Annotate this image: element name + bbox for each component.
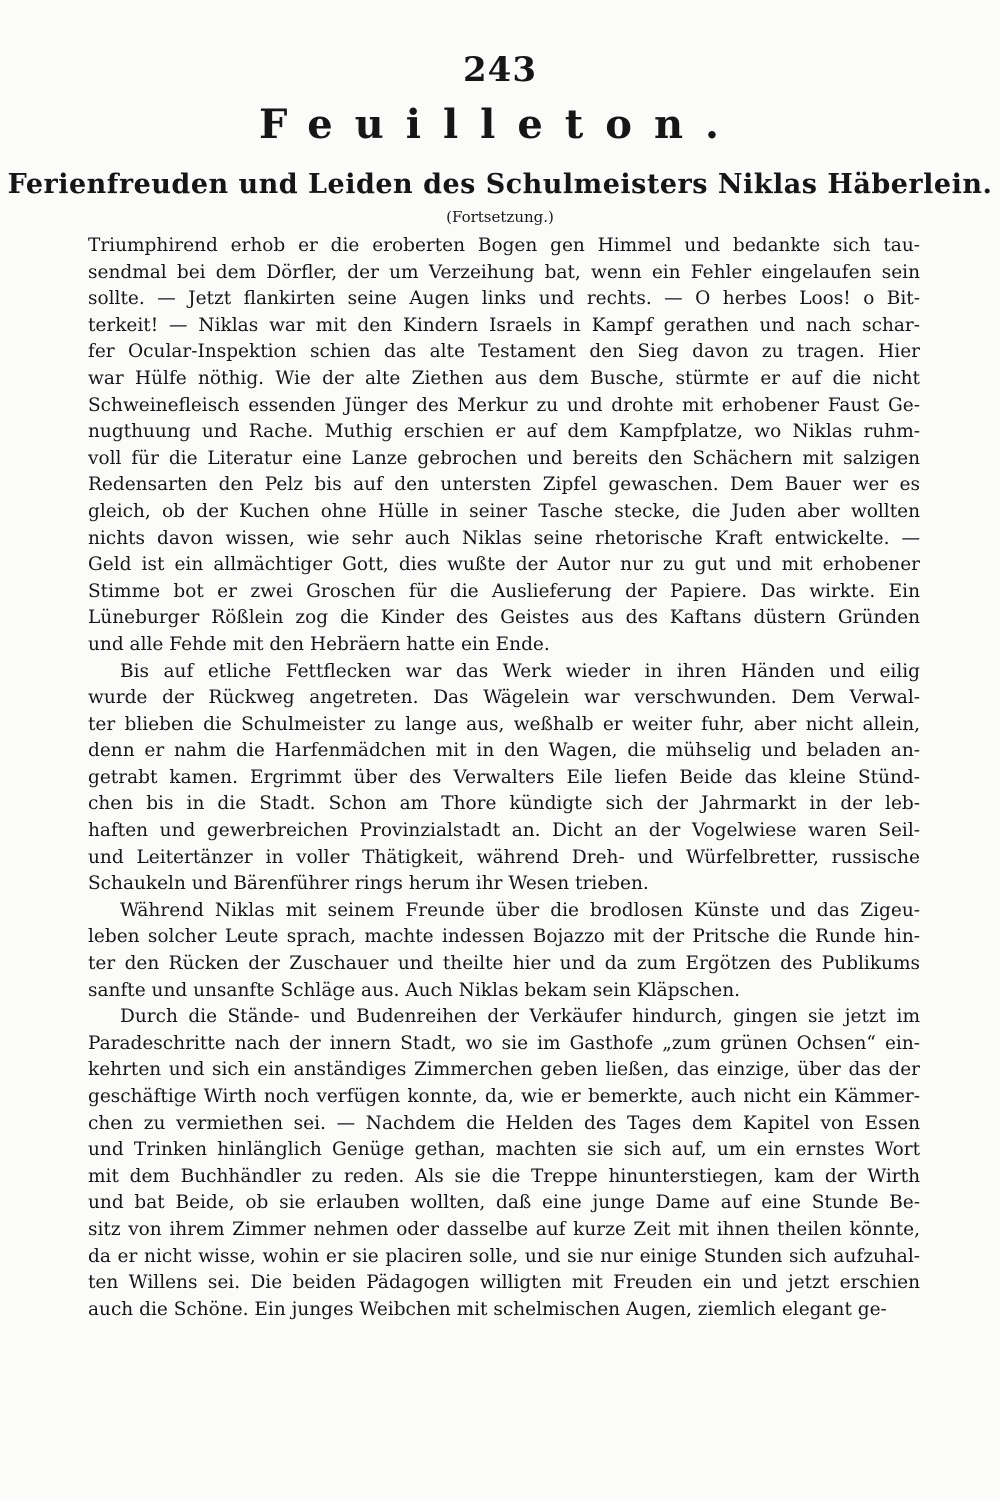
text-line: denn er nahm die Harfenmädchen mit in den Wagen, die mühselig und beladen an- (88, 740, 920, 762)
section-title: Feuilleton. (259, 101, 741, 148)
text-line: mit dem Buchhändler zu reden. Als sie die Treppe hinunterstiegen, kam der Wirth (88, 1165, 920, 1187)
text-line: chen bis in die Stadt. Schon am Thore kündigte sich der Jahrmarkt in der leb- (88, 793, 920, 815)
text-line: Stimme bot er zwei Groschen für die Auslieferung der Papiere. Das wirkte. Ein (88, 580, 920, 602)
continued-note: (Fortsetzung.) (446, 208, 554, 226)
text-line: terkeit! — Niklas war mit den Kindern Israels in Kampf gerathen und nach schar- (88, 314, 920, 336)
text-line: sollte. — Jetzt flankirten seine Augen links und rechts. — O herbes Loos! o Bit- (88, 288, 920, 310)
text-line: Paradeschritte nach der innern Stadt, wo sie im Gasthofe „zum grünen Ochsen“ ein- (88, 1032, 920, 1054)
text-line: Redensarten den Pelz bis auf den untersten Zipfel gewaschen. Dem Bauer wer es (88, 474, 920, 496)
paragraph (88, 1004, 920, 1323)
article-title: Ferienfreuden und Leiden des Schulmeisters Niklas Häberlein. (7, 169, 993, 200)
text-line: Während Niklas mit seinem Freunde über die brodlosen Künste und das Zigeu- (120, 899, 920, 921)
text-line: und Leitertänzer in voller Thätigkeit, während Dreh- und Würfelbretter, russische (88, 846, 920, 868)
paragraph (88, 233, 920, 659)
paragraph (88, 659, 920, 898)
text-line: Schweinefleisch essenden Jünger des Merkur zu und drohte mit erhobener Faust Ge- (88, 394, 920, 416)
text-line: chen zu vermiethen sei. — Nachdem die Helden des Tages dem Kapitel von Essen (88, 1112, 920, 1134)
text-line: sanfte und unsanfte Schläge aus. Auch Niklas bekam sein Kläpschen. (88, 979, 741, 1001)
text-line: und bat Beide, ob sie erlauben wollten, daß eine junge Dame auf eine Stunde Be- (88, 1192, 920, 1214)
text-line: Bis auf etliche Fettflecken war das Werk wieder in ihren Händen und eilig (120, 660, 920, 682)
text-line: nichts davon wissen, wie sehr auch Niklas seine rhetorische Kraft entwickelte. — (88, 527, 920, 549)
text-line: da er nicht wisse, wohin er sie placiren solle, und sie nur einige Stunden sich aufzuhal- (88, 1245, 920, 1267)
page-number: 243 (463, 50, 537, 90)
text-line: und Trinken hinlänglich Genüge gethan, machten sie sich auf, um ein ernstes Wort (88, 1139, 920, 1161)
text-line: sendmal bei dem Dörfler, der um Verzeihung bat, wenn ein Fehler eingelaufen sein (88, 261, 920, 283)
text-line: voll für die Literatur eine Lanze gebrochen und bereits den Schächern mit salzigen (88, 447, 920, 469)
text-line: Geld ist ein allmächtiger Gott, dies wußte der Autor nur zu gut und mit erhobener (88, 554, 920, 576)
text-line: auch die Schöne. Ein junges Weibchen mit schelmischen Augen, ziemlich elegant ge- (88, 1298, 887, 1320)
text-line: ter den Rücken der Zuschauer und theilte hier und da zum Ergötzen des Publikums (88, 953, 920, 975)
text-line: gleich, ob der Kuchen ohne Hülle in seiner Tasche stecke, die Juden aber wollten (88, 500, 920, 522)
paragraph (88, 898, 920, 1004)
text-line: haften und gewerbreichen Provinzialstadt an. Dicht an der Vogelwiese waren Seil- (88, 820, 920, 842)
article-body (88, 233, 920, 1323)
text-line: nugthuung und Rache. Muthig erschien er auf dem Kampfplatze, wo Niklas ruhm- (88, 421, 920, 443)
text-line: Triumphirend erhob er die eroberten Bogen gen Himmel und bedankte sich tau- (88, 235, 920, 256)
text-line: fer Ocular-Inspektion schien das alte Testament den Sieg davon zu tragen. Hier (88, 341, 920, 363)
text-line: getrabt kamen. Ergrimmt über des Verwalters Eile liefen Beide das kleine Stünd- (88, 766, 920, 788)
text-line: sitz von ihrem Zimmer nehmen oder dasselbe auf kurze Zeit mit ihnen theilen könnte, (88, 1218, 920, 1240)
text-line: wurde der Rückweg angetreten. Das Wägelein war verschwunden. Dem Verwal- (88, 687, 920, 709)
text-line: geschäftige Wirth noch verfügen konnte, da, wie er bemerkte, auch nicht ein Kämmer- (88, 1086, 920, 1107)
text-line: ter blieben die Schulmeister zu lange aus, weßhalb er weiter fuhr, aber nicht allein, (88, 713, 920, 735)
text-line: kehrten und sich ein anständiges Zimmerchen geben ließen, das einzige, über das der (88, 1059, 920, 1081)
text-line: leben solcher Leute sprach, machte indessen Bojazzo mit der Pritsche die Runde hin- (88, 926, 920, 948)
text-line: ten Willens sei. Die beiden Pädagogen willigten mit Freuden ein und jetzt erschien (88, 1272, 920, 1294)
text-line: Lüneburger Rößlein zog die Kinder des Geistes aus des Kaftans düstern Gründen (88, 607, 920, 629)
text-line: und alle Fehde mit den Hebräern hatte ein Ende. (88, 633, 550, 655)
text-line: war Hülfe nöthig. Wie der alte Ziethen aus dem Busche, stürmte er auf die nicht (88, 367, 920, 389)
text-line: Schaukeln und Bärenführer rings herum ihr Wesen trieben. (88, 873, 649, 895)
text-line: Durch die Stände- und Budenreihen der Verkäufer hindurch, gingen sie jetzt im (120, 1006, 920, 1028)
